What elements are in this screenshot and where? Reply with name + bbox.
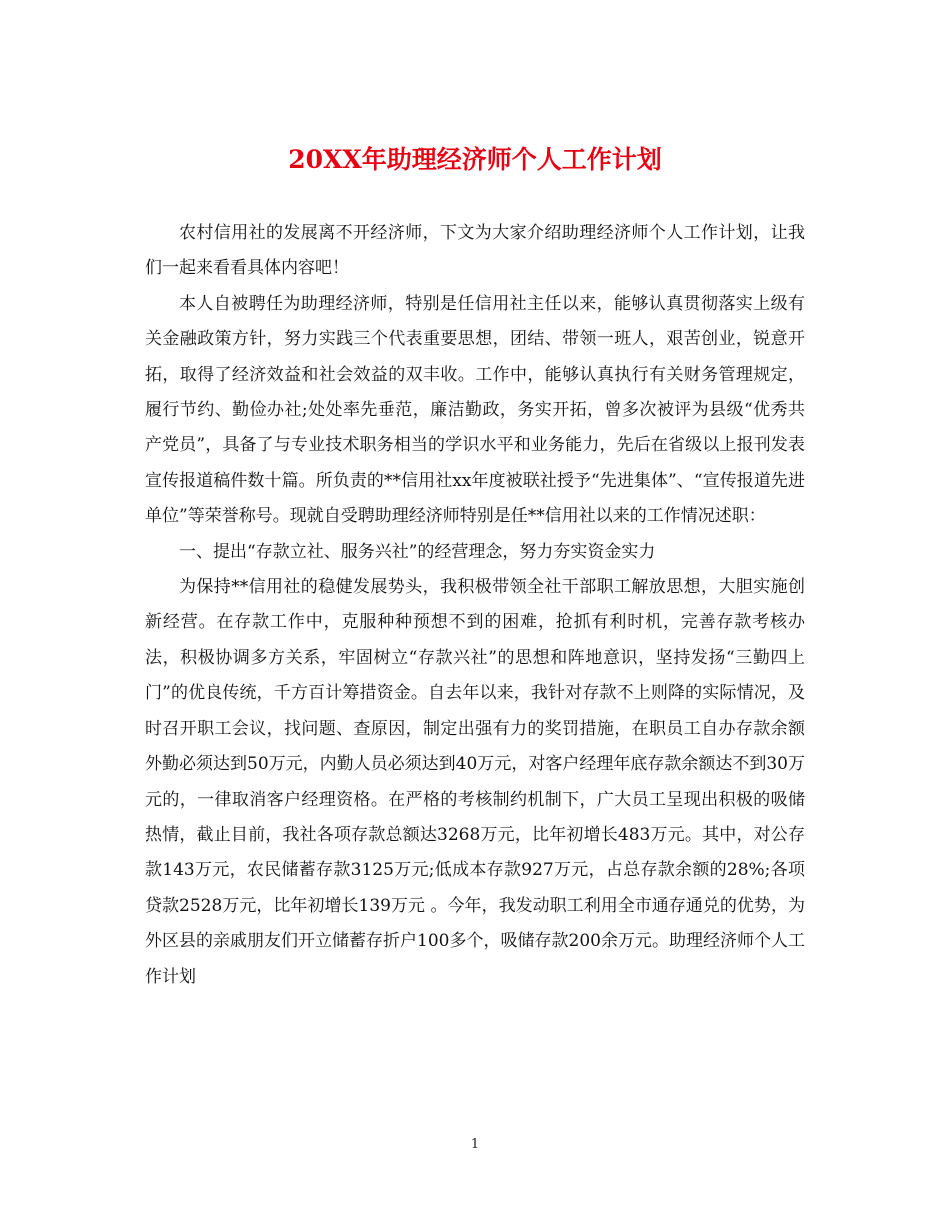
section-heading-1: 一、提出“存款立社、服务兴社”的经营理念，努力夯实资金实力 (179, 541, 656, 562)
paragraph-intro: 农村信用社的发展离不开经济师，下文为大家介绍助理经济师个人工作计划，让我们一起来看看具体内容吧！ (145, 223, 805, 279)
paragraph-deposits: 为保持**信用社的稳健发展势头，我积极带领全社干部职工解放思想，大胆实施创新经营。在存款工作中，克服种种预想不到的困难，抢抓有利时机，完善存款考核办法，积极协调多方关系，牢固树立“存款兴社”的思想和阵地意识，坚持发扬“三勤四上门”的优良传统，千方百计筹措资金。自去年以来，我针对存款不上则降的实际情况，及时召开职工会议，找问题、查原因，制定出强有力的奖罚措施，在职员工自办存款余额外勤必须达到50万元，内勤人员必须达到40万元，对客户经理年底存款余额达不到30万元的，一律取消客户经理资格。在严格的考核制约机制下，广大员工呈现出积极的吸储热情，截止目前，我社各项存款总额达3268万元，比年初增长483万元。其中，对公存款143万元，农民储蓄存款3125万元;低成本存款927万元，占总存款余额的28%;各项贷款2528万元，比年初增长139万元 。今年，我发动职工利用全市通存通兑的优势，为外区县的亲戚朋友们开立储蓄存折户100多个，吸储存款200余万元。助理经济师个人工作计划 (145, 577, 805, 987)
page-number: 1 (470, 1137, 480, 1152)
document-body (145, 216, 805, 995)
document-title: 20XX年助理经济师个人工作计划 (288, 145, 662, 174)
paragraph-self-report: 本人自被聘任为助理经济师，特别是任信用社主任以来，能够认真贯彻落实上级有关金融政策方针，努力实践三个代表重要思想，团结、带领一班人，艰苦创业，锐意开拓，取得了经济效益和社会效益的双丰收。工作中，能够认真执行有关财务管理规定，履行节约、勤俭办社;处处率先垂范，廉洁勤政，务实开拓，曾多次被评为县级“优秀共产党员”，具备了与专业技术职务相当的学识水平和业务能力，先后在省级以上报刊发表宣传报道稿件数十篇。所负责的**信用社xx年度被联社授予“先进集体”、“宣传报道先进单位”等荣誉称号。现就自受聘助理经济师特别是任**信用社以来的工作情况述职： (145, 293, 805, 527)
